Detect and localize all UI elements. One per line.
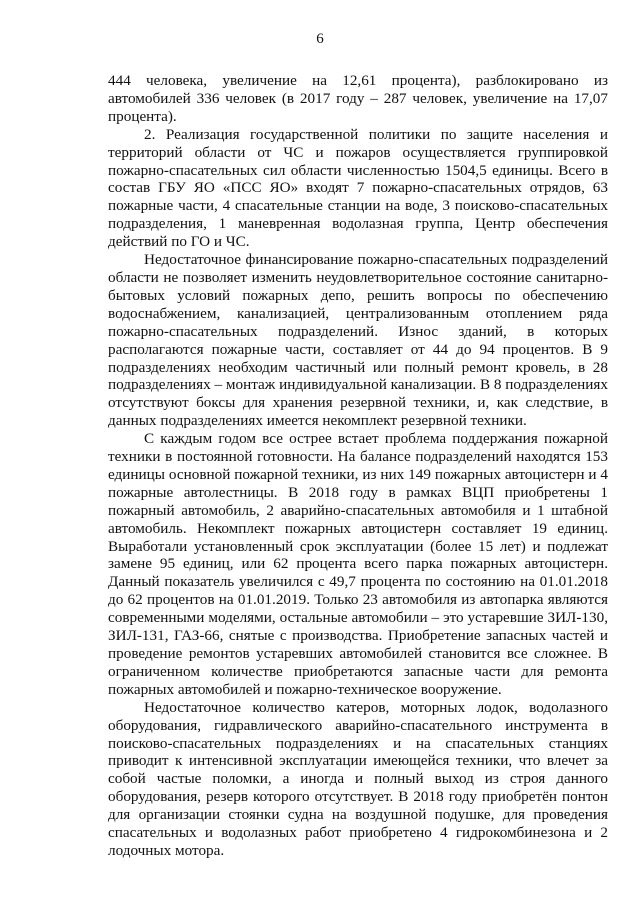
document-body — [108, 72, 608, 860]
paragraph-rescue-equipment: Недостаточное количество катеров, моторных лодок, водолазного оборудования, гидравлического аварийно-спасательного инструмента в поисково-спасательных подразделениях и на спасательных станциях приводит к интенсивной эксплуатации имеющейся техники, что влечет за собой частые поломки, а иногда и полный выход из строя данного оборудования, резерв которого отсутствует. В 2018 году приобретён понтон для организации стоянки судна на воздушной подушке, для проведения спасательных и водолазных работ приобретено 4 гидрокомбинезона и 2 лодочных мотора. — [108, 698, 608, 859]
paragraph-continuation: 444 человека, увеличение на 12,61 процента), разблокировано из автомобилей 336 человек (в 2017 году – 287 человек, увеличение на 17,07 процента). — [108, 72, 608, 125]
paragraph-insufficient-funding: Недостаточное финансирование пожарно-спасательных подразделений области не позволяет изменить неудовлетворительное состояние санитарно-бытовых условий пожарных депо, решить вопросы по обеспечению водоснабжением, канализацией, централизованным отоплением ряда пожарно-спасательных подразделений. Износ зданий, в которых располагаются пожарные части, составляет от 44 до 94 процентов. В 9 подразделениях необходим частичный или полный ремонт кровель, в 28 подразделениях – монтаж индивидуальной канализации. В 8 подразделениях отсутствуют боксы для хранения резервной техники, и, как следствие, в данных подразделениях имеется некомплект резервной техники. — [108, 251, 608, 430]
paragraph-policy-implementation: 2. Реализация государственной политики по защите населения и территорий области от ЧС и пожаров осуществляется группировкой пожарно-спасательных сил области численностью 1504,5 единицы. Всего в состав ГБУ ЯО «ПСС ЯО» входят 7 пожарно-спасательных отрядов, 63 пожарные части, 4 спасательные станции на воде, 3 поисково-спасательных подразделения, 1 маневренная водолазная группа, Центр обеспечения действий по ГО и ЧС. — [108, 125, 608, 251]
page-number: 6 — [316, 31, 324, 47]
paragraph-fire-equipment: С каждым годом все острее встает проблема поддержания пожарной техники в постоянной готовности. На балансе подразделений находятся 153 единицы основной пожарной техники, из них 149 пожарных автоцистерн и 4 пожарные автолестницы. В 2018 году в рамках ВЦП приобретены 1 пожарный автомобиль, 2 аварийно-спасательных автомобиля и 1 штабной автомобиль. Некомплект пожарных автоцистерн составляет 19 единиц. Выработали установленный срок эксплуатации (более 15 лет) и подлежат замене 95 единиц, или 62 процента всего парка пожарных автоцистерн. Данный показатель увеличился с 49,7 процента по состоянию на 01.01.2018 до 62 процентов на 01.01.2019. Только 23 автомобиля из автопарка являются современными моделями, остальные автомобили – это устаревшие ЗИЛ-130, ЗИЛ-131, ГАЗ-66, снятые с производства. Приобретение запасных частей и проведение ремонтов устаревших автомобилей становится все сложнее. В ограниченном количестве приобретаются запасные части для ремонта пожарных автомобилей и пожарно-техническое вооружение. — [108, 430, 608, 698]
